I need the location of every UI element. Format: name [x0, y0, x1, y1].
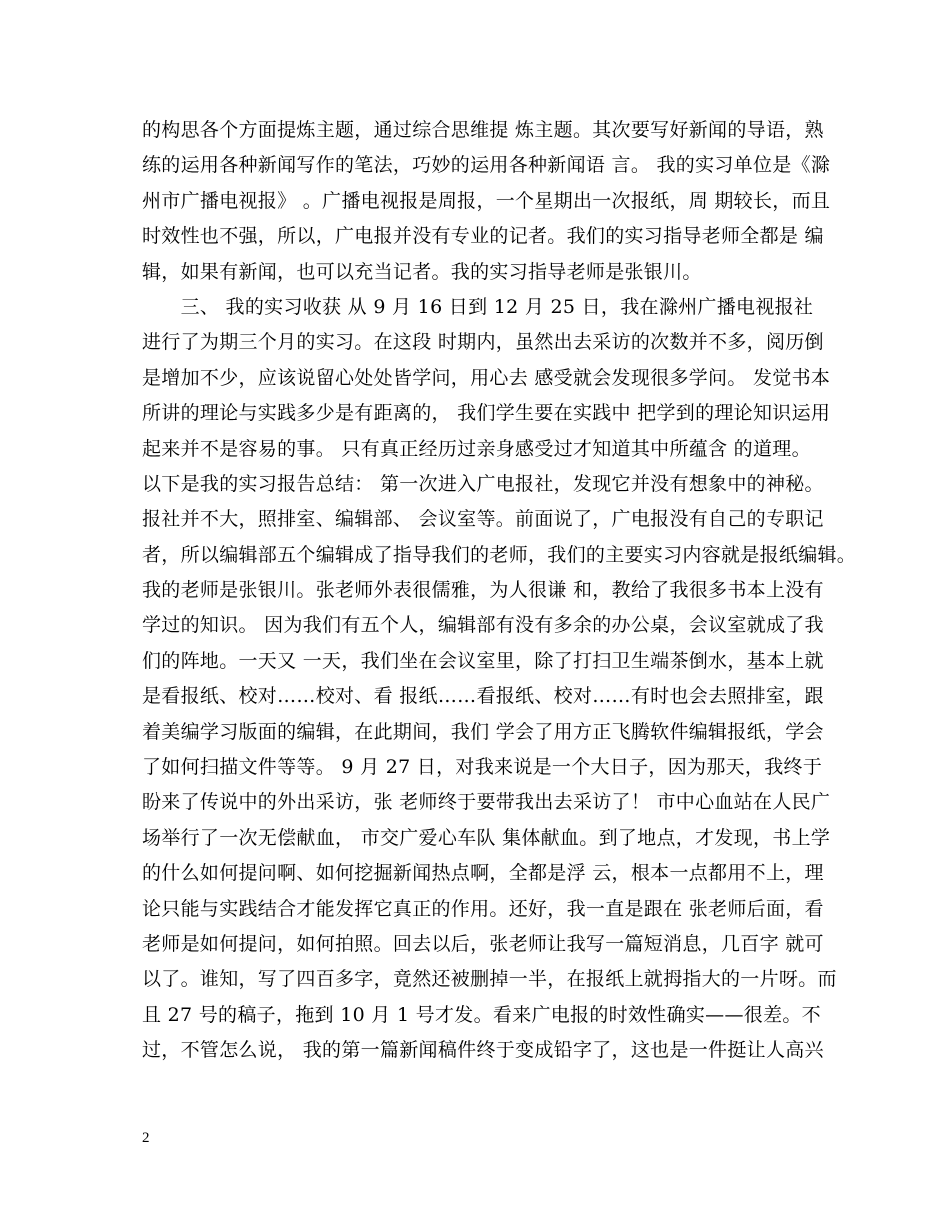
text-line: 学过的知识。 因为我们有五个人，编辑部有没有多余的办公桌，会议室就成了我	[142, 614, 824, 637]
text-line: 起来并不是容易的事。 只有真正经历过亲身感受过才知道其中所蕴含 的道理。	[142, 437, 811, 460]
text-line: 盼来了传说中的外出采访，张 老师终于要带我出去采访了！ 市中心血站在人民广	[142, 791, 831, 814]
text-line: 时效性也不强，所以，广电报并没有专业的记者。我们的实习指导老师全都是 编	[142, 225, 824, 248]
text-line: 以了。谁知，写了四百多字，竟然还被删掉一半，在报纸上就拇指大的一片呀。而	[142, 968, 837, 991]
text-line: 是增加不少，应该说留心处处皆学问，用心去 感受就会发现很多学问。 发觉书本	[142, 366, 831, 389]
text-line: 论只能与实践结合才能发挥它真正的作用。还好，我一直是跟在 张老师后面，看	[142, 897, 824, 920]
text-line: 我的老师是张银川。张老师外表很儒雅，为人很谦 和，教给了我很多书本上没有	[142, 579, 824, 602]
text-line: 练的运用各种新闻写作的笔法，巧妙的运用各种新闻语 言。 我的实习单位是《滁	[142, 154, 831, 177]
text-line: 场举行了一次无偿献血， 市交广爱心车队 集体献血。到了地点，才发现，书上学	[142, 826, 831, 849]
text-line: 辑，如果有新闻，也可以充当记者。我的实习指导老师是张银川。	[142, 260, 702, 283]
text-line: 报社并不大，照排室、编辑部、 会议室等。前面说了，广电报没有自己的专职记	[142, 508, 824, 531]
text-line: 的什么如何提问啊、如何挖掘新闻热点啊，全都是浮 云，根本一点都用不上，理	[142, 862, 824, 885]
text-line: 的构思各个方面提炼主题，通过综合思维提 炼主题。其次要写好新闻的导语，熟	[142, 119, 824, 141]
text-line: 了如何扫描文件等等。 9 月 27 日，对我来说是一个大日子，因为那天，我终于	[142, 756, 823, 779]
text-line: 过，不管怎么说， 我的第一篇新闻稿件终于变成铅字了，这也是一件挺让人高兴	[142, 1039, 824, 1062]
text-line: 三、 我的实习收获 从 9 月 16 日到 12 月 25 日，我在滁州广播电视报社	[142, 295, 814, 318]
text-line: 着美编学习版面的编辑，在此期间，我们 学会了用方正飞腾软件编辑报纸，学会	[142, 720, 824, 743]
text-line: 以下是我的实习报告总结： 第一次进入广电报社，发现它并没有想象中的神秘。	[142, 472, 824, 495]
text-line: 者，所以编辑部五个编辑成了指导我们的老师，我们的主要实习内容就是报纸编辑。	[142, 543, 857, 566]
text-line: 老师是如何提问，如何拍照。回去以后，张老师让我写一篇短消息，几百字 就可	[142, 932, 824, 955]
page-number: 2	[142, 1130, 150, 1146]
text-line: 们的阵地。一天又 一天，我们坐在会议室里，除了打扫卫生端茶倒水，基本上就	[142, 649, 824, 672]
text-line: 且 27 号的稿子，拖到 10 月 1 号才发。看来广电报的时效性确实——很差。不	[142, 1003, 821, 1026]
body-text	[142, 113, 857, 1069]
text-line: 进行了为期三个月的实习。在这段 时期内，虽然出去采访的次数并不多，阅历倒	[142, 331, 824, 354]
text-line: 州市广播电视报》 。广播电视报是周报，一个星期出一次报纸，周 期较长，而且	[142, 189, 831, 212]
text-line: 所讲的理论与实践多少是有距离的， 我们学生要在实践中 把学到的理论知识运用	[142, 402, 831, 425]
text-line: 是看报纸、校对……校对、看 报纸……看报纸、校对……有时也会去照排室，跟	[142, 685, 824, 708]
